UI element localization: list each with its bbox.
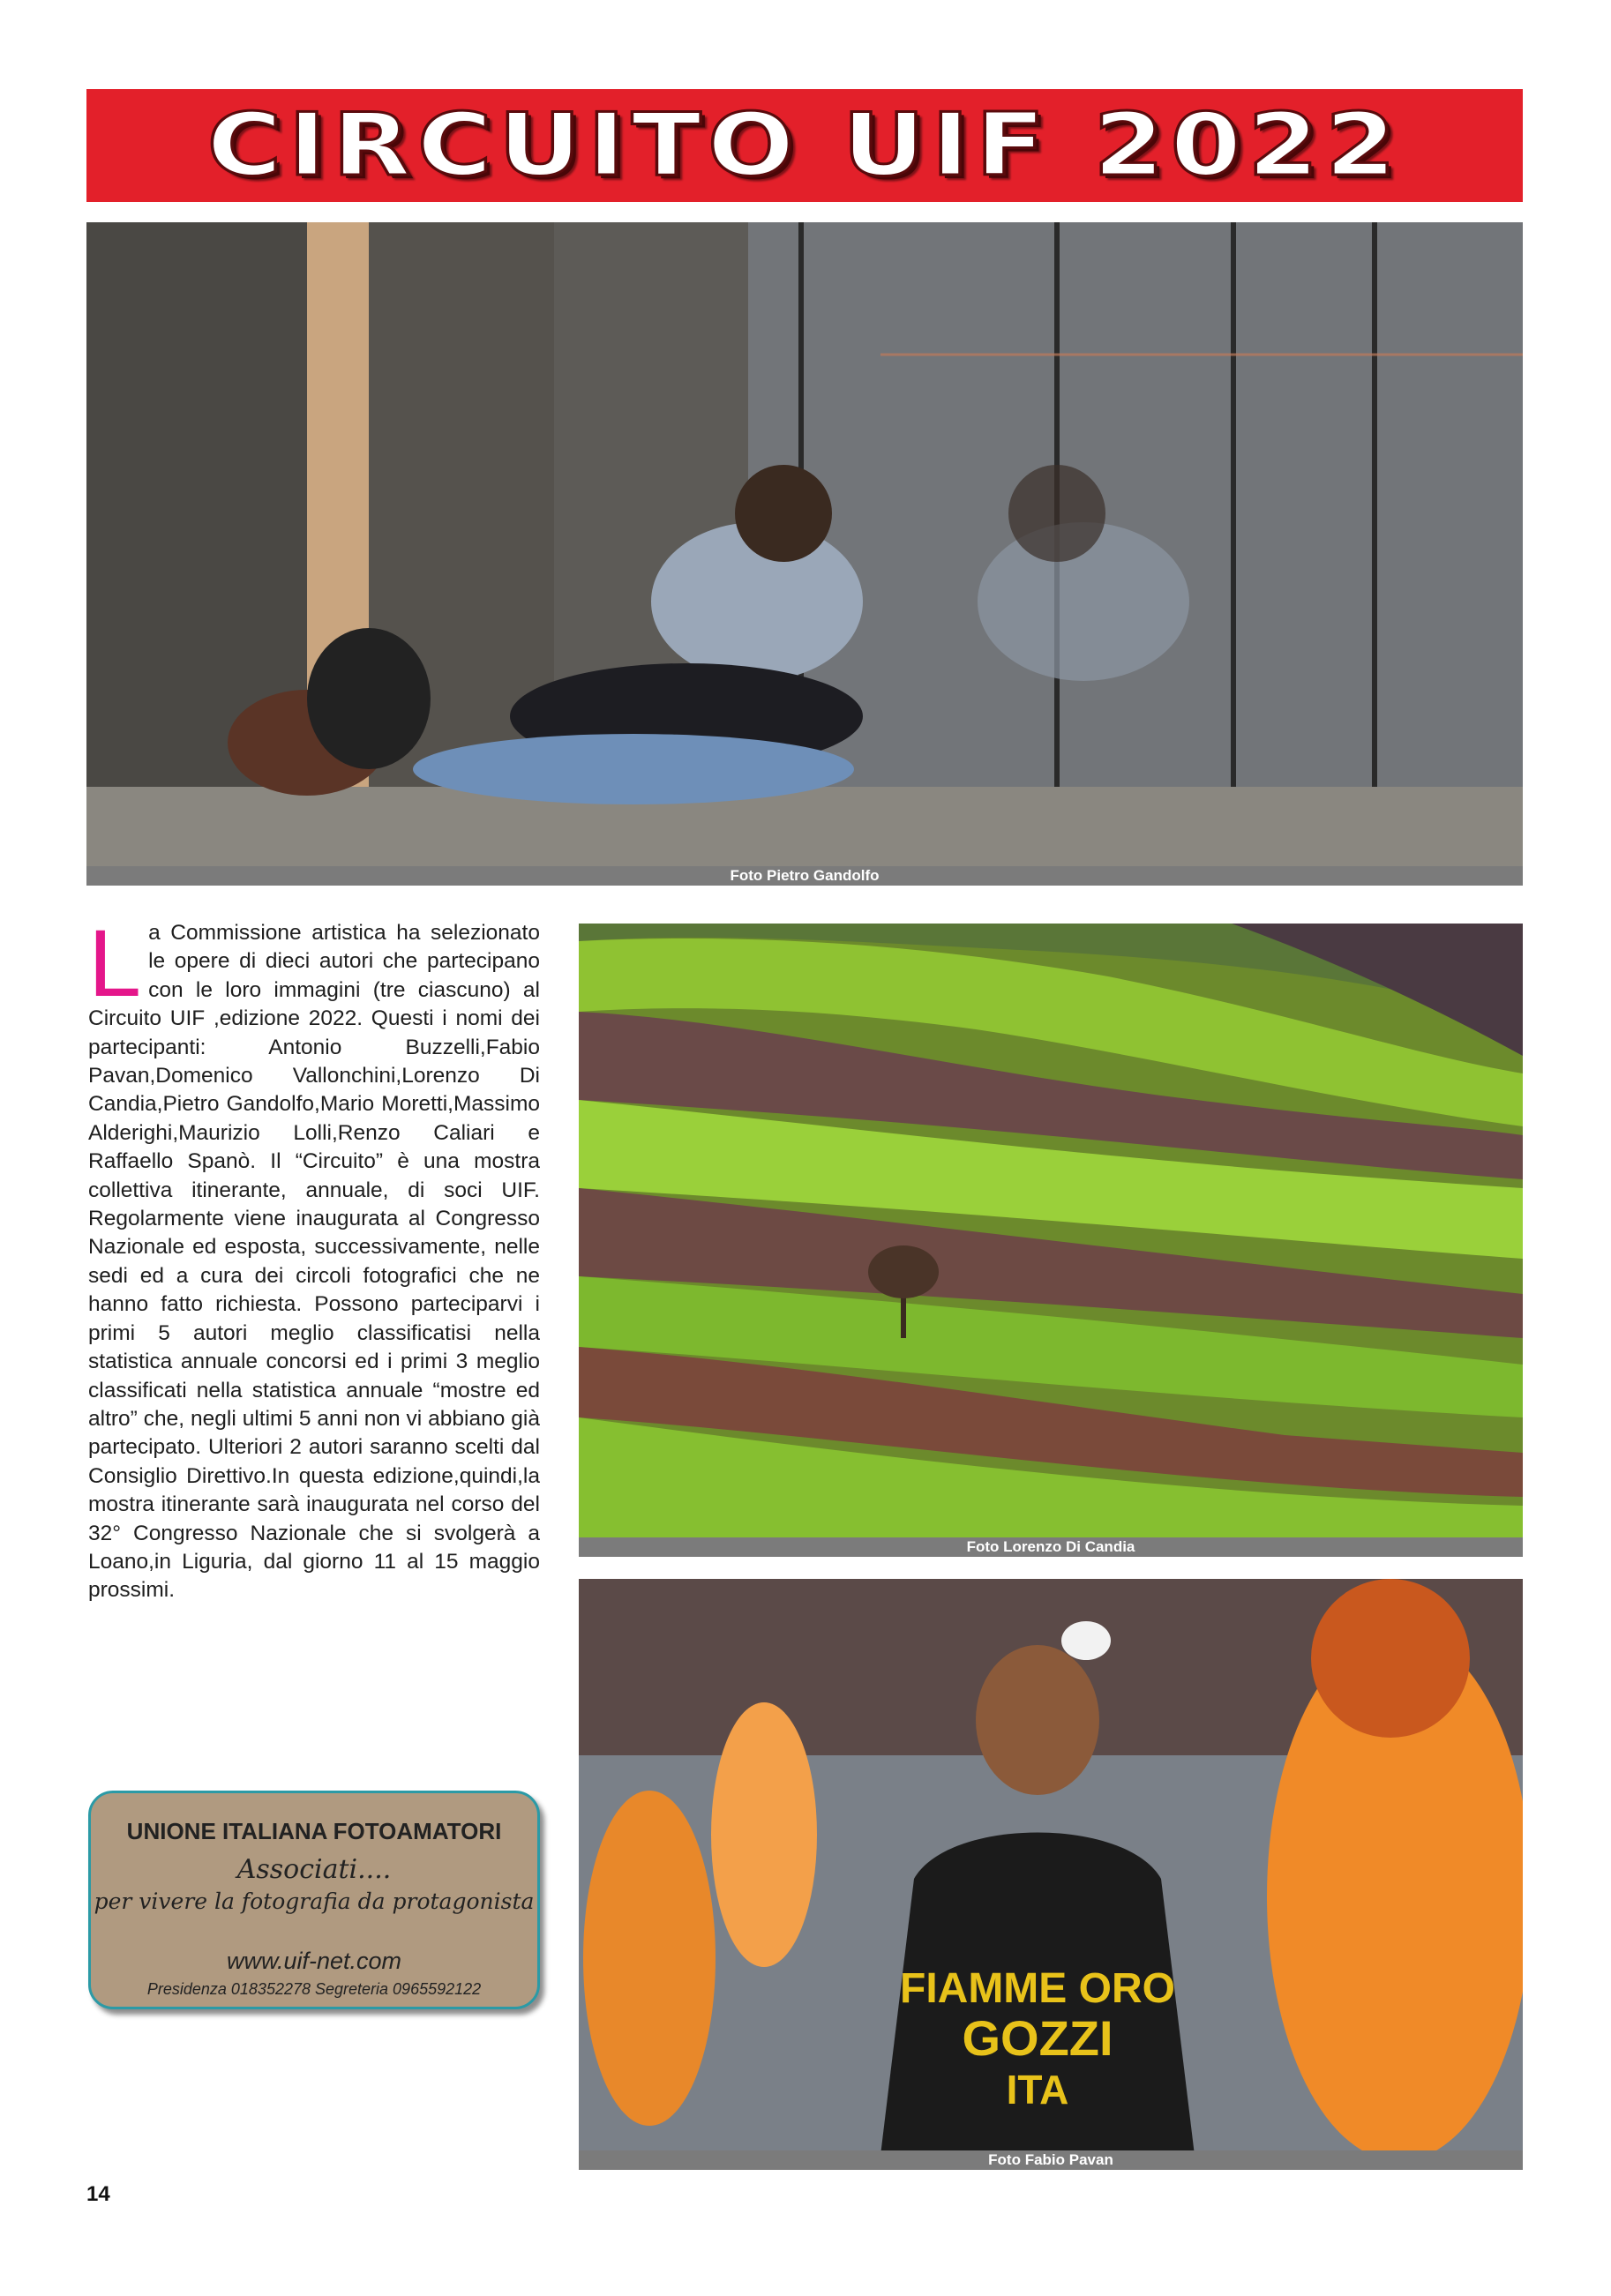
photo-couple — [86, 222, 1523, 886]
photo-caption: Foto Lorenzo Di Candia — [579, 1537, 1523, 1557]
promo-tagline-1: Associati.... — [236, 1854, 392, 1885]
photo-runner-image — [579, 1579, 1523, 2170]
page-number: 14 — [86, 2182, 110, 2206]
promo-phone-numbers: Presidenza 018352278 Segreteria 0965592122 — [146, 1980, 482, 1998]
article-text: a Commissione artistica ha selezionato le opere di dieci autori che partecipano con le loro immagini (tre ciascuno) al Circuito UIF ,edizione 2022. Questi i nomi dei partecipanti: Antonio Buzzelli,Fabio Pavan,Domenico Vallonchini,Lorenzo Di Candia,Pietro Gandolfo,Mario Moretti,Massimo Alderighi,Maurizio Lolli,Renzo Caliari e Raffaello Spanò. Il “Circuito” è una mostra collettiva itinerante, annuale, di soci UIF. Regolarmente viene inaugurata al Congresso Nazionale ed esposta, successivamente, nelle sedi ed a cura dei circoli fotografici che ne hanno fatto richiesta. Possono parteciparvi i primi 5 autori meglio classificatisi nella statistica annuale concorsi ed i primi 3 meglio classificati nella statistica annuale “mostre ed altro” che, negli ultimi 5 anni non vi abbiano già partecipato. Ulteriori 2 autori saranno scelti dal Consiglio Direttivo.In questa edizione,quindi,la mostra itinerante sarà inaugurata nel corso del 32° Congresso Nazionale che si svolgerà a Loano,in Liguria, dal giorno 11 al 15 maggio prossimi. — [88, 921, 540, 1603]
photo-fields-image — [579, 924, 1523, 1557]
uif-promo-box — [88, 1791, 540, 2009]
svg-text:FIAMME ORO: FIAMME ORO — [900, 1965, 1175, 2012]
article-body — [88, 909, 540, 1605]
photo-couple-image — [86, 222, 1523, 886]
svg-text:ITA: ITA — [1006, 2067, 1069, 2113]
promo-title: UNIONE ITALIANA FOTOAMATORI — [126, 1818, 502, 1844]
photo-caption: Foto Fabio Pavan — [579, 2150, 1523, 2170]
svg-text:GOZZI: GOZZI — [962, 2010, 1113, 2066]
promo-website-link[interactable]: www.uif-net.com — [226, 1948, 402, 1974]
drop-cap: L — [88, 909, 142, 1016]
page-title: CIRCUITO UIF 2022 — [206, 95, 1403, 196]
photo-caption: Foto Pietro Gandolfo — [86, 866, 1523, 886]
photo-runner — [579, 1579, 1523, 2170]
promo-tagline-2: per vivere la fotografia da protagonista — [94, 1888, 535, 1914]
title-banner — [86, 89, 1523, 202]
photo-fields — [579, 924, 1523, 1557]
